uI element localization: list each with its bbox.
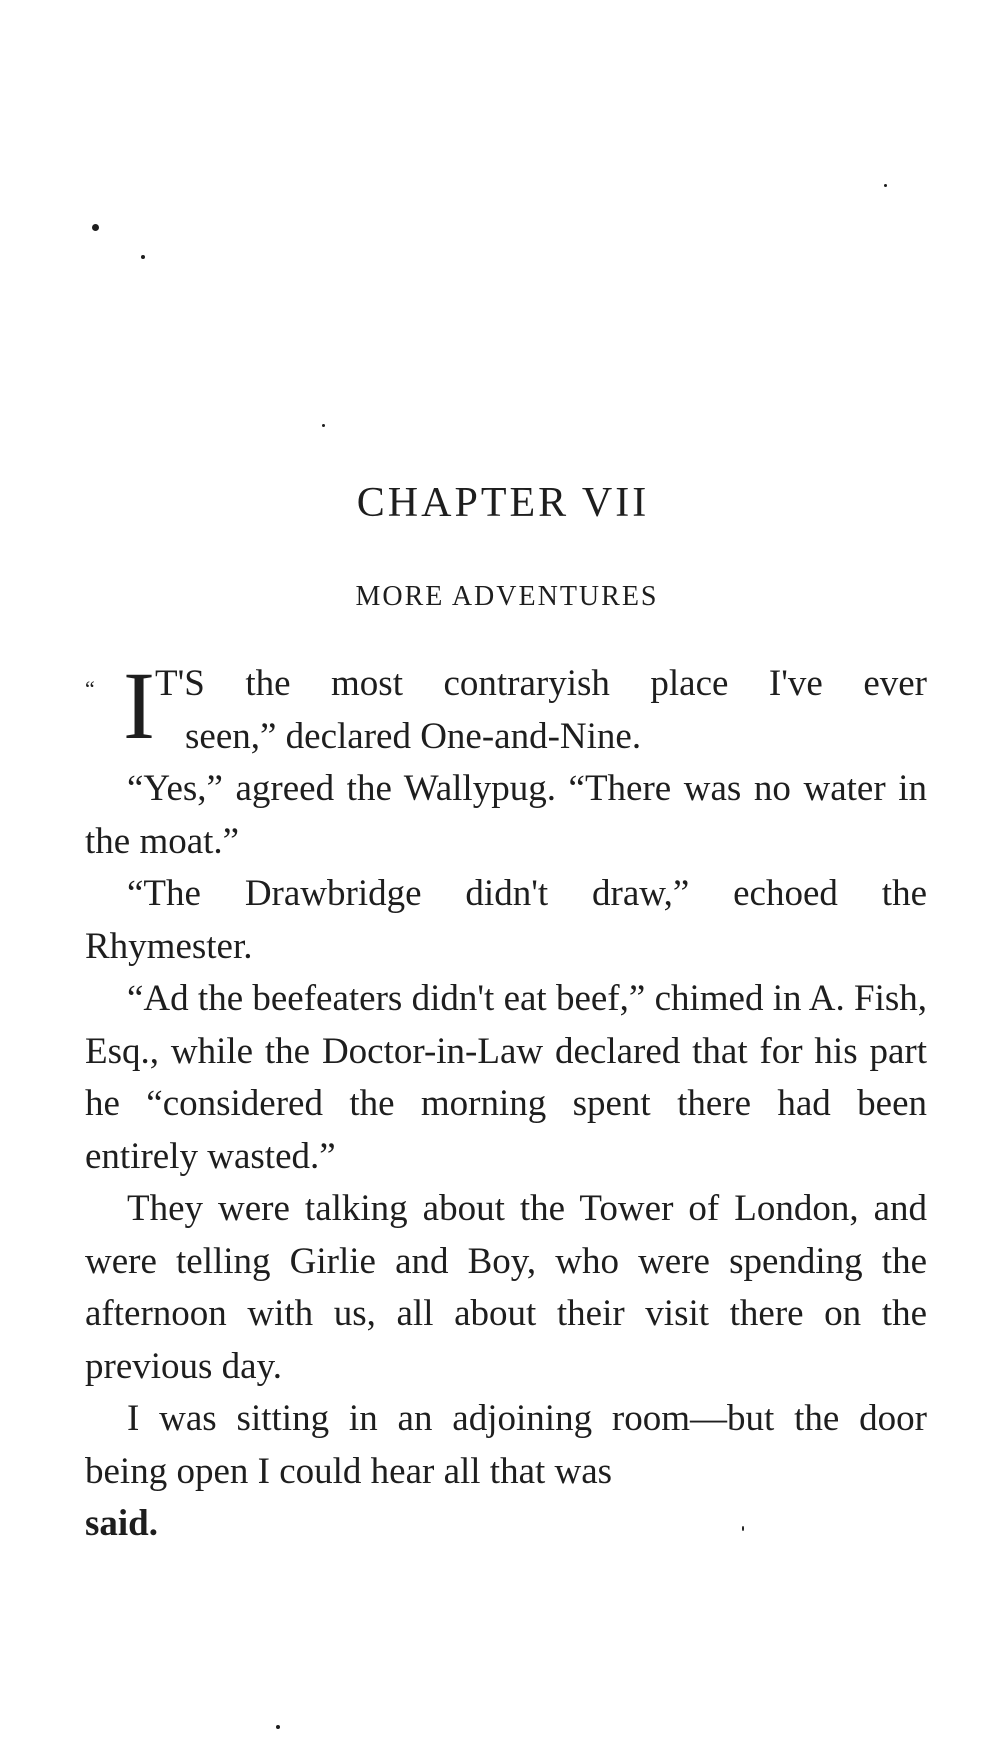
ink-speck xyxy=(276,1725,280,1729)
chapter-title: MORE ADVENTURES xyxy=(355,581,659,612)
ink-speck xyxy=(884,184,887,187)
paragraph-4: “Ad the beefeaters didn't eat beef,” chimed in A. Fish, Esq., while the Doctor-in-Law declared that for his part he “considered the morning spent there had been entirely wasted.” xyxy=(85,978,927,1177)
paragraph-1-line-1: T'S the most contraryish place I've ever xyxy=(155,663,927,704)
paragraph-1-text xyxy=(155,658,927,763)
paragraph-6 xyxy=(85,1393,927,1551)
paragraph-1 xyxy=(85,652,927,763)
ink-speck xyxy=(92,224,99,231)
chapter-body xyxy=(85,652,927,1551)
paragraph-5: They were talking about the Tower of London, and were telling Girlie and Boy, who were spending the afternoon with us, all about their visit there on the previous day. xyxy=(85,1188,927,1387)
paragraph-1-line-2: seen,” declared One-and-Nine. xyxy=(185,715,642,757)
drop-cap: I xyxy=(123,652,155,759)
ink-speck xyxy=(322,424,325,427)
chapter-number: CHAPTER VII xyxy=(356,480,650,526)
paragraph-6-text: I was sitting in an adjoining room—but the door being open I could hear all that was xyxy=(85,1398,927,1492)
paragraph-3: “The Drawbridge didn't draw,” echoed the Rhymester. xyxy=(85,873,927,967)
paragraph-2: “Yes,” agreed the Wallypug. “There was no water in the moat.” xyxy=(85,768,927,862)
paragraph-6-last-word: said. xyxy=(85,1503,159,1544)
opening-quote: “ xyxy=(85,676,95,701)
ink-speck xyxy=(141,255,145,259)
